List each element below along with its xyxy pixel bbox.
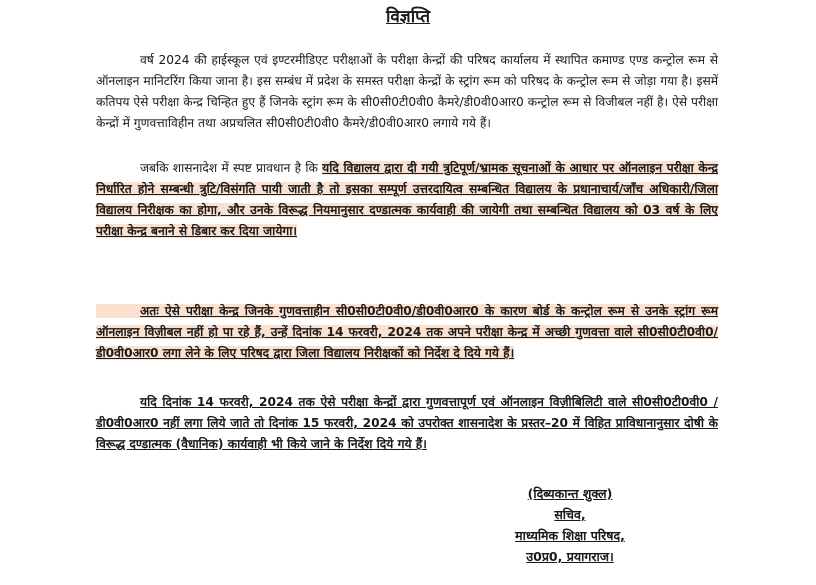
paragraph-3 bbox=[96, 301, 718, 364]
signatory-designation: सचिव, bbox=[554, 507, 586, 522]
paragraph-4-text: यदि दिनांक 14 फरवरी, 2024 तक ऐसे परीक्षा केन्द्रों द्वारा गुणवत्तापूर्ण एवं ऑनलाइन विज़ीबिलिटी वाले सी0सी0टी0वी0 /डी0वी0आर0 नहीं लगा लिये जाते तो दिनांक 15 फरवरी, 2024 को उपरोक्त शासनादेश के प्रस्तर–20 में विहित प्राविधानानुसार दोषी के विरूद्ध दण्डात्मक (वैधानिक) कार्यवाही भी किये जाने के निर्देश दिये गये हैं। bbox=[96, 395, 718, 451]
paragraph-2 bbox=[96, 158, 718, 242]
signatory-office: माध्यमिक शिक्षा परिषद, bbox=[515, 528, 625, 543]
paragraph-4 bbox=[96, 392, 718, 455]
paragraph-3-text: अतः ऐसे परीक्षा केन्द्र जिनके गुणवत्ताहीन सी0सी0टी0वी0/डी0वी0आर0 के कारण बोर्ड के कन्ट्रोल रूम से उनके स्ट्रांग रूम ऑनलाइन विज़ीबल नहीं हो पा रहे हैं, उन्हें दिनांक 14 फरवरी, 2024 तक अपने परीक्षा केन्द्र में अच्छी गुणवत्ता वाले सी0सी0टी0वी0/डी0वी0आर0 लगा लेने के लिए परिषद द्वारा जिला विद्यालय निरीक्षकों को निर्देश दे दिये गये हैं। bbox=[96, 304, 718, 360]
paragraph-1 bbox=[96, 50, 718, 134]
signatory-location: उ0प्र0, प्रयागराज। bbox=[526, 549, 614, 564]
paragraph-2-intro: जबकि शासनादेश में स्पष्ट प्रावधान है कि bbox=[140, 161, 318, 175]
notice-title: विज्ञप्ति bbox=[385, 7, 431, 27]
paragraph-1-text: वर्ष 2024 की हाईस्कूल एवं इण्टरमीडिएट परीक्षाओं के परीक्षा केन्द्रों की परिषद कार्यालय में स्थापित कमाण्ड एण्ड कन्ट्रोल रूम से ऑनलाइन मानिटरिंग किया जाना है। इस सम्बंध में प्रदेश के समस्त परीक्षा केन्द्रों के स्ट्रांग रूम को परिषद के कन्ट्रोल रूम से जोड़ा गया है। इसमें कतिपय ऐसे परीक्षा केन्द्र चिन्हित हुए हैं जिनके स्ट्रांग रूम के सी0सी0टी0वी0 कैमरे/डी0वी0आर0 कन्ट्रोल रूम से विजीबल नहीं है। ऐसे परीक्षा केन्द्रों में गुणवत्ताविहीन तथा अप्रचलित सी0सी0टी0वी0 कैमरे/डी0वी0आर0 लगाये गये हैं। bbox=[96, 53, 718, 130]
signature-block bbox=[470, 483, 670, 567]
signatory-name: (दिब्यकान्त शुक्ल) bbox=[527, 486, 613, 501]
paragraph-2-highlight: यदि विद्यालय द्वारा दी गयी त्रुटिपूर्ण/भ्रामक सूचनाओं के आधार पर ऑनलाइन परीक्षा केन्द्र निर्धारित होने सम्बन्धी त्रुटि/विसंगति पायी जाती है तो इसका सम्पूर्ण उत्तरदायित्व सम्बन्धित विद्यालय के प्रधानाचार्य/जाँच अधिकारी/जिला विद्यालय निरीक्षक का होगा, और उनके विरूद्ध नियमानुसार दण्डात्मक कार्यवाही की जायेगी तथा सम्बन्धित विद्यालय को 03 वर्ष के लिए परीक्षा केन्द्र बनाने से डिबार कर दिया जायेगा। bbox=[96, 161, 718, 238]
